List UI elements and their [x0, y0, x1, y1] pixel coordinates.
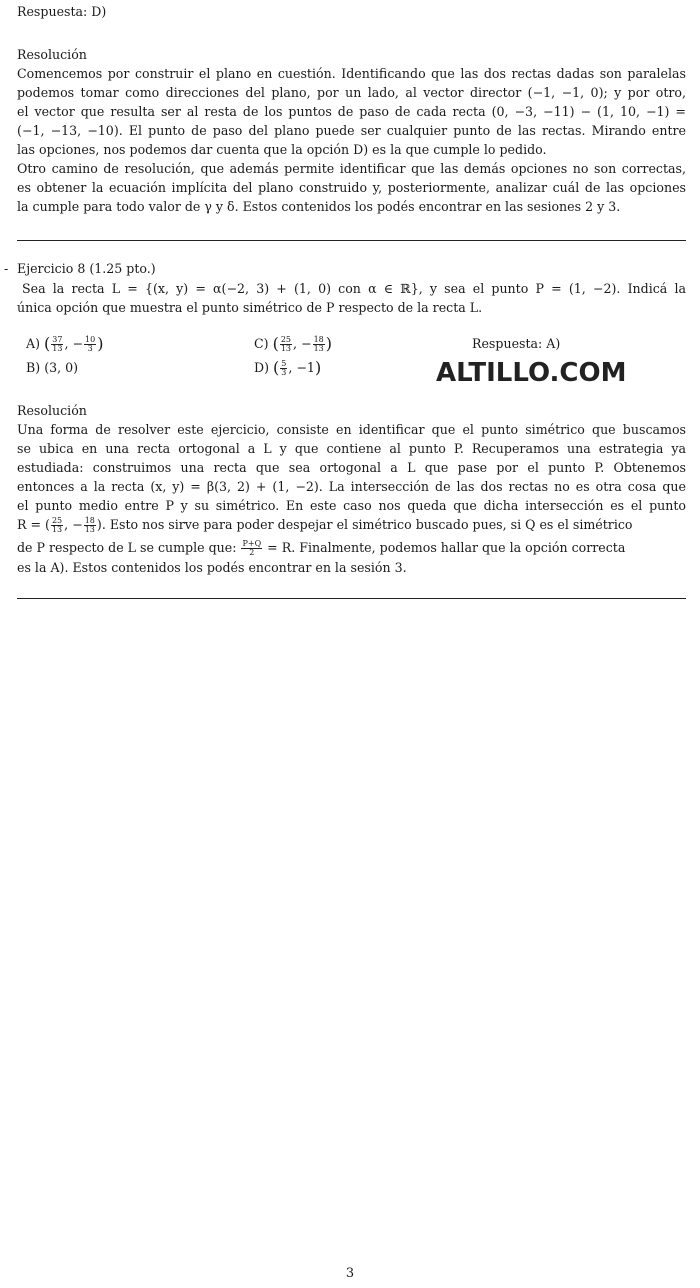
fraction: [51, 517, 63, 534]
fraction: [84, 517, 96, 534]
page-number: 3: [345, 1266, 355, 1281]
previous-resolution-heading: Resolución: [17, 47, 87, 62]
open-paren: (: [44, 334, 51, 353]
denominator: 2: [249, 548, 255, 557]
denominator: 13: [84, 525, 95, 534]
option-d: [254, 358, 321, 377]
option-d-label: D): [254, 360, 270, 375]
watermark-logo: ALTILLO.COM: [436, 358, 627, 388]
resolution-line: se ubica en una recta ortogonal a L y que contiene al punto P. Recuperamos una estrategia ya: [17, 441, 686, 456]
previous-resolution-line: la cumple para todo valor de γ y δ. Estos contenidos los podés encontrar en las sesiones 2 y 3.: [17, 199, 621, 214]
text-segment: de P respecto de L se cumple que:: [17, 540, 237, 555]
previous-answer: Respuesta: D): [17, 4, 107, 19]
numerator: 5: [281, 359, 287, 368]
resolution-line: el punto medio entre P y su simétrico. En este caso nos queda que dicha intersección es el punto: [17, 498, 686, 513]
option-c-label: C): [254, 336, 269, 351]
previous-resolution-line: (−1, −13, −10). El punto de paso del plano puede ser cualquier punto de las rectas. Mirando entre: [17, 123, 686, 138]
denominator: 13: [52, 344, 63, 353]
resolution-line-with-fraction: [17, 538, 686, 557]
fraction: [313, 336, 325, 353]
close-paren: ): [325, 334, 333, 353]
close-paren: ): [97, 334, 104, 353]
text-segment: R = (: [17, 517, 50, 532]
text-segment: ). Esto nos sirve para poder despejar el simétrico buscado pues, si Q es el simétrico: [96, 517, 633, 532]
numerator: 18: [84, 516, 95, 525]
denominator: 13: [51, 525, 63, 534]
fraction: [241, 540, 262, 557]
numerator: 25: [51, 516, 63, 525]
text-segment: , −: [64, 517, 83, 532]
previous-resolution-line: las opciones, nos podemos dar cuenta que la opción D) es la que cumple lo pedido.: [17, 142, 547, 157]
fraction: [51, 336, 63, 353]
resolution-heading: Resolución: [17, 403, 87, 418]
exercise-statement-line: Sea la recta L = {(x, y) = α(−2, 3) + (1, 0) con α ∈ ℝ}, y sea el punto P = (1, −2). Indicá la: [22, 281, 686, 296]
previous-resolution-line: es obtener la ecuación implícita del plano construido y, posteriormente, analizar cuál de las opciones: [17, 180, 686, 195]
section-divider: [17, 240, 686, 241]
option-b: [26, 358, 78, 377]
numerator: 37: [52, 335, 63, 344]
option-d-rest: , −1: [288, 360, 315, 375]
previous-resolution-line: el vector que resulta ser al resta de los puntos de paso de cada recta (0, −3, −11) − (1, 10, −1) =: [17, 104, 686, 119]
numerator: 10: [85, 335, 96, 344]
option-a-label: A): [26, 336, 41, 351]
open-paren: (: [272, 334, 279, 353]
text-segment: = R. Finalmente, podemos hallar que la opción correcta: [267, 540, 626, 555]
numerator: 25: [280, 335, 292, 344]
section-divider: [17, 598, 686, 599]
denominator: 13: [313, 344, 324, 353]
option-c: C) ( $\frac{25}{13}$ , − $\frac{18}{13}$ ): [254, 334, 333, 353]
numerator: 18: [313, 335, 324, 344]
option-b-label: B): [26, 360, 41, 375]
resolution-line: Una forma de resolver este ejercicio, consiste en identificar que el punto simétrico que buscamos: [17, 422, 686, 437]
denominator: 3: [87, 344, 93, 353]
numerator: P+Q: [242, 539, 262, 548]
exercise-answer: Respuesta: A): [472, 336, 561, 351]
exercise-title: Ejercicio 8 (1.25 pto.): [17, 261, 156, 276]
exercise-statement-line: única opción que muestra el punto simétrico de P respecto de la recta L.: [17, 300, 483, 315]
denominator: 3: [281, 368, 287, 377]
fraction: [84, 336, 96, 353]
fraction: [280, 360, 287, 377]
open-paren: (: [273, 358, 280, 377]
close-paren: ): [314, 358, 322, 377]
option-b-value: (3, 0): [44, 360, 79, 375]
exercise-bullet: -: [4, 261, 9, 276]
previous-resolution-line: Comencemos por construir el plano en cuestión. Identificando que las dos rectas dadas son paralelas: [17, 66, 686, 81]
resolution-line: es la A). Estos contenidos los podés encontrar en la sesión 3.: [17, 560, 407, 575]
previous-resolution-line: podemos tomar como direcciones del plano, por un lado, al vector director (−1, −1, 0); y por otro,: [17, 85, 686, 100]
resolution-line-with-fraction: [17, 515, 686, 534]
fraction: [280, 336, 292, 353]
denominator: 13: [280, 344, 292, 353]
previous-resolution-line: Otro camino de resolución, que además permite identificar que las demás opciones no son correctas,: [17, 161, 686, 176]
option-a: A) ( $\frac{37}{13}$ , − $\frac{10}{3}$ ): [26, 334, 104, 353]
resolution-line: estudiada: construimos una recta que sea ortogonal a L que pase por el punto P. Obtenemos: [17, 460, 686, 475]
resolution-line: entonces a la recta (x, y) = β(3, 2) + (1, −2). La intersección de las dos rectas no es otra cosa que: [17, 479, 686, 494]
